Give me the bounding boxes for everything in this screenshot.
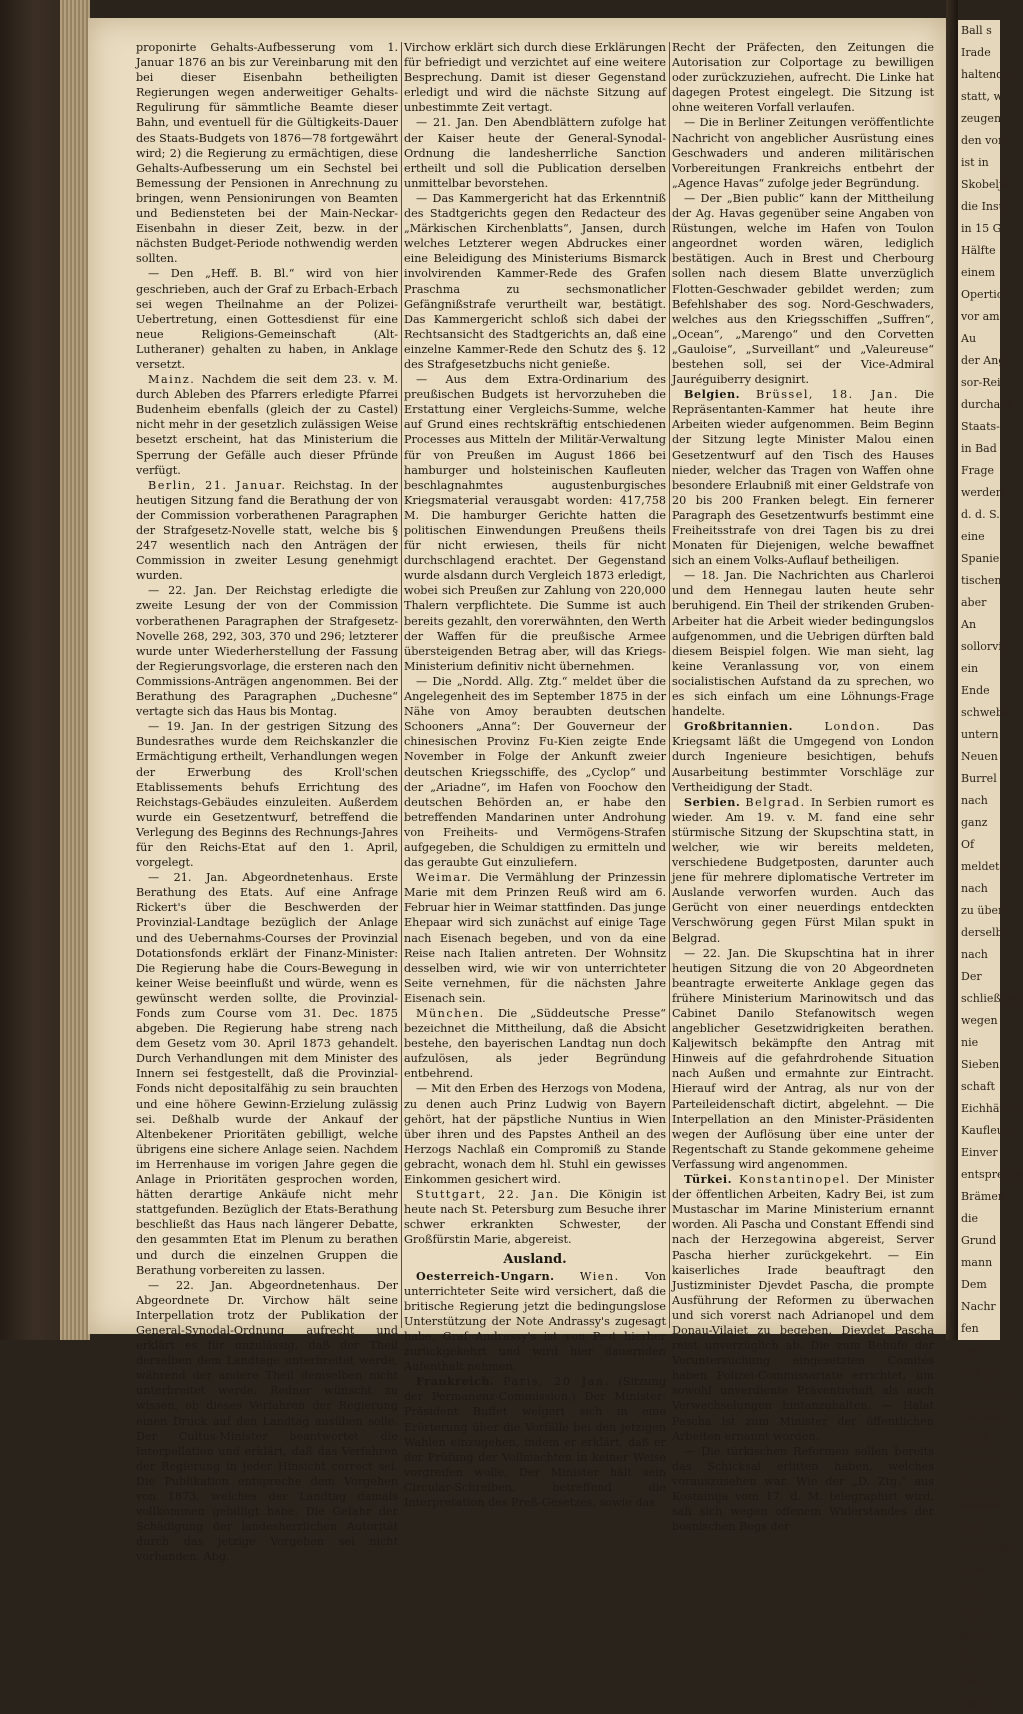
next-page-line: in Bad	[961, 442, 997, 455]
next-page-line: durchaus	[961, 398, 1013, 411]
article-text: — Aus dem Extra-Ordinarium des preußischen Budgets ist hervorzuheben die Erstattung einer Vergleichs-Summe, welche auf Grund eines rechtskräftig entschiedenen Processes aus Mitteln der Militär-Verwaltung für von Preußen im August 1866 bei hamburger und holsteinischen Kaufleuten beschlagnahmtes augustenburgisches Kriegsmaterial verausgabt worden: 417,758 M. Die hamburger Gerichte hatten die politischen Einwendungen Preußens theils für nicht erwiesen, theils für nicht durchschlagend erachtet. Der Gegenstand wurde alsdann durch Vergleich 1873 erledigt, wobei sich Preußen zur Zahlung von 220,000 Thalern verpflichtete. Die Summe ist auch bereits gezahlt, den vorerwähnten, den Werth der Waffen für die preußische Armee übersteigenden Betrag aber, will das Kriegs-Ministerium definitiv nicht übernehmen.	[404, 373, 666, 673]
column-rule	[669, 42, 670, 1328]
dateline: Wien.	[579, 1269, 620, 1283]
article-text: In Serbien rumort es wieder. Am 19. v. M. fand eine sehr stürmische Sitzung der Skupschtina statt, in welcher, wie wir bereits meldeten, verschiedene Budgetposten, darunter auch jene für mehrere diplomatische Vertreter im Auslande verworfen wurden. Auch das Gerücht von einer neuerdings entdeckten Verschwörung gegen Fürst Milan spukt in Belgrad.	[672, 795, 934, 945]
next-page-line: Ben	[961, 1520, 983, 1533]
next-page-line: tischen	[961, 574, 1002, 587]
next-page-line: der Ang	[961, 354, 1006, 367]
article-text: — Die „Nordd. Allg. Ztg.“ meldet über die Angelegenheit des im September 1875 in der Nähe von Amoy beraubten deutschen Schooners „Anna“: Der Gouverneur der chinesischen Provinz Fu-Kien zeigte Ende November in Folge der Ankunft zweier deutschen Kriegsschiffe, des „Cyclop“ und der „Ariadne“, im Hafen von Foochow den deutschen Behörden an, er habe den betreffenden Mandarinen unter Androhung von Freiheits- und Vermögens-Strafen aufgegeben, die Schuldigen zu ermitteln und das geraubte Gut einzuliefern.	[404, 674, 666, 870]
dateline: London.	[824, 720, 882, 734]
next-page-line: stock	[961, 1432, 991, 1445]
article-text: — Die türkischen Reformen sollen bereits das Schicksal erlitten haben, welches vorauszusehen war. Wie der „D. Ztg.“ aus Kostainija vom 17. d. M. telegraphirt wird, sah sich wegen offenem Widerstandes der bosnischen Begs der	[672, 1444, 934, 1534]
article-text: Die Repräsentanten-Kammer hat heute ihre Arbeiten wieder aufgenommen. Beim Beginn der Sitzung legte Minister Malou einen Gesetzentwurf auf den Tisch des Hauses nieder, welcher das Tragen von Waffen ohne besondere Erlaubniß mit einer Geldstrafe von 20 bis 200 Franken belegt. Ein fernerer Paragraph des Gesetzentwurfs bestimmt eine Freiheitsstrafe von drei Tagen bis zu drei Monaten für Diejenigen, welche bewaffnet sich an einem Volks-Auflauf betheiligen.	[672, 388, 934, 568]
next-page-line: mann	[961, 1256, 993, 1269]
next-page-line: ausübe	[961, 1498, 1001, 1511]
next-page-line: Grund	[961, 1234, 997, 1247]
article-text: Virchow erklärt sich durch diese Erklärungen für befriedigt und verzichtet auf eine weitere Besprechung. Damit ist dieser Gegenstand erledigt und wird die nächste Sitzung auf unbestimmte Zeit vertagt.	[404, 41, 666, 115]
next-page-line: Nachr	[961, 1300, 996, 1313]
next-page-line: Au	[961, 332, 977, 345]
article-text: Reichstag. In der heutigen Sitzung fand die Berathung der von der Commission vorberathenen Paragraphen der Strafgesetz-Novelle statt, welche bis § 247 wesentlich nach den Anträgen der Commission in zweiter Lesung genehmigt wurden.	[136, 478, 398, 583]
next-page-line: Spanie	[961, 552, 1000, 565]
column-rule	[401, 42, 402, 1328]
country-heading: Oesterreich-Ungarn.	[416, 1268, 555, 1283]
country-heading: Belgien.	[684, 387, 741, 402]
article-text: Von unterrichteter Seite wird versichert, daß die britische Regierung jetzt die bedingungslose Unterstützung der Note Andrassy's zugesagt habe. Graf Andrassy's ist von Pest hierher zurückgekehrt und wird hier dauernden Aufenthalt nehmen.	[404, 1269, 666, 1374]
article-text: — Das Kammergericht hat das Erkenntniß des Stadtgerichts gegen den Redacteur des „Märkischen Kirchenblatts“, Jansen, durch welches Letzterer wegen Abdruckes einer eine Beleidigung des Ministeriums Bismarck involvirenden Kammer-Rede des Grafen Praschma zu sechsmonatlicher Gefängnißstrafe verurtheilt war, bestätigt. Das Kammergericht schloß sich dabei der Rechtsansicht des Stadtgerichts an, daß eine einzelne Kammer-Rede den Schutz des §. 12 des Strafgesetzbuchs nicht genieße.	[404, 191, 666, 371]
next-page-line: Eichhäuse	[961, 1102, 1019, 1115]
next-page-line: schwebe	[961, 706, 1010, 719]
next-page-line: untern	[961, 728, 999, 741]
next-page-line: Die	[961, 1674, 980, 1687]
article-paragraph	[136, 266, 398, 372]
next-page-line: statt, w	[961, 90, 1003, 103]
next-page-line: schließung	[961, 992, 1022, 1005]
next-page-line: nach	[961, 794, 988, 807]
article-text: Die „Süddeutsche Presse“ bezeichnet die Mittheilung, daß die Absicht bestehe, den bayerischen Landtag nun doch aufzulösen, als jeder Begründung entbehrend.	[404, 1007, 666, 1081]
dateline: Paris, 20 Jan.	[503, 1375, 610, 1389]
country-heading: Serbien.	[684, 794, 741, 809]
article-paragraph	[672, 568, 934, 719]
article-text: Recht der Präfecten, den Zeitungen die Autorisation zur Colportage zu bewilligen oder zurückzuziehen, aufrecht. Die Linke hat dagegen Protest eingelegt. Die Sitzung ist ohne weiteren Vorfall verlaufen.	[672, 41, 934, 115]
section-heading: Ausland.	[503, 1251, 567, 1267]
article-paragraph	[136, 478, 398, 584]
article-text: — Den „Heff. B. Bl.“ wird von hier geschrieben, auch der Graf zu Erbach-Erbach sei wegen Theilnahme an der Polizei-Uebertretung, einen Gottesdienst für eine neue Religions-Gemeinschaft (Alt-Lutheraner) gehalten zu haben, in Anklage versetzt.	[136, 267, 398, 371]
article-paragraph	[672, 191, 934, 387]
article-paragraph	[404, 372, 666, 674]
article-paragraph	[404, 191, 666, 372]
article-text: — Mit den Erben des Herzogs von Modena, zu denen auch Prinz Ludwig von Bayern gehört, hat der päpstliche Nuntius in Wien über ihren und des Papstes Antheil an des Herzogs Nachlaß ein Compromiß zu Stande gebracht, wonach dem hl. Stuhl ein gewisses Einkommen gesichert wird.	[404, 1082, 666, 1187]
article-text: Das Kriegsamt läßt die Umgegend von London durch Ingenieure besichtigen, behufs Ausarbeitung bestimmter Vorschläge zur Vertheidigung der Stadt.	[672, 720, 935, 794]
article-text: — 18. Jan. Die Nachrichten aus Charleroi und dem Hennegau lauten heute sehr beruhigend. Ein Theil der strikenden Gruben-Arbeiter hat die Arbeit wieder bedingungslos aufgenommen, und die Uebrigen dürften bald diesem Beispiel folgen. Wie man sieht, lag keine Veranlassung vor, von einem socialistischen Aufstand da zu sprechen, wo es sich einfach um eine Löhnungs-Frage handelte.	[672, 569, 934, 719]
next-page-line: Of	[961, 838, 975, 851]
next-page-line: Der	[961, 970, 982, 983]
article-paragraph	[404, 115, 666, 190]
article-text: — 22. Jan. Die Skupschtina hat in ihrer heutigen Sitzung die von 20 Abgeordneten beantragte erweiterte Anklage gegen das frühere Ministerium Marinowitsch und das Cabinet Danilo Stefanowitsch wegen angeblicher Gesetzwidrigkeiten berathen. Kaljewitsch bekämpfte den Antrag mit Hinweis auf die gefahrdrohende Situation nach Außen und ermahnte zur Eintracht. Hierauf wird der Antrag, als nur von der Parteileidenschaft dictirt, abgelehnt. — Die Interpellation an den Minister-Präsidenten wegen der Auflösung über eine unter der Regentschaft zu Stande gekommene geheime Verfassung wird angenommen.	[672, 946, 934, 1171]
article-text: — 21. Jan. Den Abendblättern zufolge hat der Kaiser heute der General-Synodal-Ordnung die landesherrliche Sanction ertheilt und soll die Publication derselben unmittelbar bevorstehen.	[404, 116, 666, 190]
next-page-line: wegen	[961, 1014, 998, 1027]
next-page-line: Opertio	[961, 288, 1004, 301]
next-page-line: Kaufleute	[961, 1124, 1015, 1137]
article-paragraph	[672, 1172, 934, 1444]
article-paragraph	[672, 719, 934, 794]
next-page-line: Dezember	[961, 1542, 1018, 1555]
dateline: Berlin, 21. Januar.	[148, 478, 287, 492]
article-paragraph	[672, 946, 934, 1172]
next-page-line: nach	[961, 948, 988, 961]
book-gutter	[946, 0, 958, 1340]
next-page-line: ganz	[961, 816, 988, 829]
next-page-line: vor am	[961, 310, 1000, 323]
next-page-line: 2.9. Ja	[961, 1366, 997, 1379]
article-paragraph	[672, 795, 934, 946]
next-page-line: Rich	[961, 1630, 987, 1643]
article-paragraph	[672, 115, 934, 190]
article-paragraph	[136, 583, 398, 719]
next-page-line: fen	[961, 1322, 979, 1335]
article-paragraph	[672, 1444, 934, 1535]
article-text: Der Minister der öffentlichen Arbeiten, Kadry Bei, ist zum Mustaschar im Marine Ministerium ernannt worden. Ali Pascha und Constant Effendi sind nach der Herzegowina abgereist, Server Pascha hierher zurückgekehrt. — Ein kaiserliches Irade beauftragt den Justizminister Djevdet Pascha, die prompte Ausführung der Reformen zu überwachen und sich vorerst nach Adrianopel und dem Donau-Vilajet zu begeben. Djevdet Pascha reist unverzüglich ab. Die zum Behufe der Voruntersuchung eingesetzten Comités haben Polizei-Commissariate errichtet, um sowohl unverdiente Präventivhaft als auch Verwechselungen hintanzuhalten. — Halat Pascha ist zum Minister der öffentlichen Arbeiten ernannt worden.	[672, 1173, 934, 1443]
dateline: Brüssel, 18. Jan.	[755, 388, 899, 402]
article-paragraph	[136, 719, 398, 870]
next-page-line: sächsisch	[961, 1388, 1015, 1401]
next-page-line: zeugen	[961, 112, 1002, 125]
dateline: Konstantinopel.	[739, 1173, 851, 1187]
article-text: — Die in Berliner Zeitungen veröffentlichte Nachricht von angeblicher Ausrüstung eines Geschwaders und anderen militärischen Vorbereitungen Frankreichs entbehrt der „Agence Havas“ zufolge jeder Begründung.	[672, 116, 934, 190]
next-page-line: Hälfte	[961, 244, 996, 257]
next-page-line: Ende	[961, 684, 990, 697]
article-paragraph	[672, 40, 934, 115]
next-page-line: dem	[961, 1564, 985, 1577]
next-page-line: rigen	[961, 1696, 991, 1709]
article-text: — 21. Jan. Abgeordnetenhaus. Erste Berathung des Etats. Auf eine Anfrage Rickert's über die Beschwerden der Provinzial-Landtage bezüglich der Anlage und des Uebernahms-Courses der Provinzial Dotationsfonds erklärt der Finanz-Minister: Die Regierung habe die Cours-Bewegung in keiner Weise beeinflußt und würde, wenn es gewünscht werden sollte, die Provinzial-Fonds zum Course vom 31. Dec. 1875 abgeben. Die Regierung habe streng nach dem Gesetz vom 30. April 1873 gehandelt. Durch Verhandlungen mit dem Minister des Innern sei festgestellt, daß die Provinzial-Fonds nicht depositalfähig zu sein brauchten und eine höhere Gewinn-Erzielung zulässig sei. Deßhalb wurde der Ankauf der Altenbekener Prioritäten gebilligt, welche übrigens eine sichere Anlage seien. Nachdem im Herrenhause im vorigen Jahre gegen die Anlage in Prioritäten gesprochen worden, hätten derartige Ankäufe nicht mehr stattgefunden. Bezüglich der Etats-Berathung beschließt das Haus nach längerer Debatte, den gesammten Etat im Plenum zu berathen und durch die einzelnen Gruppen die Berathung vorbereiten zu lassen.	[136, 871, 398, 1277]
article-paragraph	[404, 1006, 666, 1081]
article-text: — 19. Jan. In der gestrigen Sitzung des Bundesrathes wurde dem Reichskanzler die Ermächtigung ertheilt, Verhandlungen wegen der Erwerbung des Kroll'schen Etablissements behufs Errichtung des Reichstags-Gebäudes einzuleiten. Außerdem wurde ein Gesetzentwurf, betreffend die Verlegung des Beginns des Rechnungs-Jahres für den Reichs-Etat auf den 1. April, vorgelegt.	[136, 720, 398, 870]
article-paragraph	[136, 870, 398, 1278]
next-page-line: Ball s	[961, 24, 992, 37]
article-paragraph	[404, 1269, 666, 1375]
article-text: proponirte Gehalts-Aufbesserung vom 1. Januar 1876 an bis zur Vereinbarung mit den bei dieser Eisenbahn betheiligten Regierungen wegen anderweitiger Gehalts-Regulirung für sämmtliche Beamte dieser Bahn, und eventuell für die Gültigkeits-Dauer des Staats-Budgets von 1876—78 fortgewährt wird; 2) die Regierung zu ermächtigen, diese Gehalts-Aufbesserung um ein Sechstel bei Bemessung der Pensionen in Anrechnung zu bringen, wenn Pensionirungen von Beamten und Bediensteten bei der Main-Neckar-Eisenbahn in dieser Zeit, bezw. in der nächsten Budget-Periode nothwendig werden sollten.	[136, 41, 398, 266]
next-page-line: An	[961, 618, 977, 631]
next-page-line: schaft	[961, 1080, 995, 1093]
next-page-line: den vor	[961, 134, 1004, 147]
next-page-line: Skobelje	[961, 178, 1009, 191]
next-page-line: sor-Rei	[961, 376, 1001, 389]
next-page-line: Burrel	[961, 772, 997, 785]
next-page-line: die	[961, 1212, 979, 1225]
country-heading: Großbritannien.	[684, 719, 793, 734]
article-paragraph	[136, 1278, 398, 1565]
article-paragraph	[136, 40, 398, 266]
article-text: — 22. Jan. Der Reichstag erledigte die zweite Lesung der von der Commission vorberathenen Paragraphen der Strafgesetz-Novelle 268, 292, 303, 370 und 296; letzterer wurde unter Wiederherstellung der Fassung der Regierungsvorlage, die ersteren nach den Commissions-Anträgen angenommen. Bei der Berathung des Paragraphen „Duchesne“ vertagte sich das Haus bis Montag.	[136, 584, 398, 719]
next-page-line: Ve	[961, 1652, 975, 1665]
next-page-line: meldete	[961, 860, 1006, 873]
next-page-line: die Insu	[961, 200, 1006, 213]
article-text: (Sitzung der Permanenz-Commission.) Der Minister-Präsident Buffet weigert sich in eine Erörterung über die Vorfälle bei den jetzigen Wahlen einzugehen, indem er erklärt, daß er der Prüfung der Vollmachten in keiner Weise vorgreifen wolle. Der Minister hält sein Circular-Schreiben, betreffend die Interpretation des Preß-Gesetzes, sowie das	[404, 1375, 667, 1509]
next-page-line: nie	[961, 1036, 979, 1049]
column-3	[672, 40, 935, 1534]
next-page-line: d. d. S.	[961, 508, 1000, 521]
dateline: Belgrad.	[745, 795, 806, 809]
article-text: Die Vermählung der Prinzessin Marie mit dem Prinzen Reuß wird am 6. Februar hier in Weimar stattfinden. Das junge Ehepaar wird sich zunächst auf einige Tage nach Eisenach begeben, und von da eine Reise nach Italien antreten. Der Wohnsitz desselben wird, wie wir von unterrichteter Seite vernehmen, für die nächsten Jahre Eisenach sein.	[404, 871, 666, 1005]
article-text: — 22. Jan. Abgeordnetenhaus. Der Abgeordnete Dr. Virchow hält seine Interpellation trotz der Publikation der General-Synodal-Ordnung aufrecht und erklärt es für unzulässig, daß der Theil derselben dem Landtage unterbreitet werde, während der andere Theil demselben nicht unterbreitet werde. Redner wünscht zu wissen, ob dieses Verfahren der Regierung einen Druck auf den Landtag ausüben solle. Der Cultus-Minister beantwortet die Interpellation und erklärt, daß das Verfahren der Regierung in jeder Hinsicht correct sei. Die Publikation entspreche dem Vorgehen von 1873, welches der Landtag damals vollkommen gebilligt habe. Die Gefahr der Schädigung der landesherrlichen Autorität durch das jetzige Vorgehen sei nicht vorhanden. Abg.	[136, 1278, 398, 1564]
next-page-line: Irade	[961, 46, 991, 59]
article-paragraph	[404, 1081, 666, 1187]
next-page-line: sollorvis	[961, 640, 1008, 653]
next-page-line: Gläubig	[961, 1410, 1005, 1423]
next-page-line: Fre	[961, 1608, 981, 1621]
article-paragraph	[404, 870, 666, 1006]
next-page-line: ist in	[961, 156, 989, 169]
next-page-line: eine	[961, 530, 985, 543]
country-heading: Frankreich.	[416, 1374, 495, 1389]
article-paragraph	[672, 387, 934, 568]
article-paragraph	[404, 1374, 666, 1510]
next-page-line: entspreche	[961, 1168, 1023, 1181]
dateline: Mainz.	[148, 373, 196, 387]
next-page-line: nach	[961, 882, 988, 895]
article-paragraph	[404, 674, 666, 870]
next-page-line: Frage	[961, 464, 994, 477]
dateline: Weimar.	[416, 871, 473, 885]
next-page-line: Dem	[961, 1278, 987, 1291]
next-page-line: Einver	[961, 1146, 998, 1159]
next-page-line: aber	[961, 596, 987, 609]
next-page-line: Neuen	[961, 750, 998, 763]
dateline: München.	[416, 1007, 485, 1020]
dateline: Stuttgart, 22. Jan.	[416, 1188, 560, 1202]
article-paragraph	[404, 1187, 666, 1247]
article-text: Nachdem die seit dem 23. v. M. durch Ableben des Pfarrers erledigte Pfarrei Budenheim ebenfalls (gleich der zu Castel) nicht mehr in der gesetzlich zulässigen Weise besetzt erscheint, hat das Ministerium die Sperrung der Gefälle auch dieser Pfründe verfügt.	[136, 373, 398, 477]
article-text: Die Königin ist heute nach St. Petersburg zum Besuche ihrer schwer erkrankten Schwester, der Großfürstin Marie, abgereist.	[404, 1188, 666, 1247]
article-paragraph	[136, 372, 398, 478]
next-page-line: Vekan	[961, 1476, 995, 1489]
column-2	[404, 40, 667, 1509]
next-page-line: Brämen	[961, 1190, 1005, 1203]
article-paragraph	[404, 40, 666, 115]
next-page-line: zu über	[961, 904, 1004, 917]
next-page-line: Staats-	[961, 420, 1000, 433]
next-page-line: Einrich	[961, 1454, 1002, 1467]
next-page-line: in 15 G	[961, 222, 1002, 235]
next-page-line: Def	[961, 1344, 981, 1357]
next-page-line: derselbe	[961, 926, 1010, 939]
next-page-line: ein	[961, 662, 979, 675]
column-1	[136, 40, 398, 1564]
country-heading: Türkei.	[684, 1172, 733, 1187]
next-page-line: werden	[961, 486, 1003, 499]
next-page-line: Sieben	[961, 1058, 1000, 1071]
page-edges	[60, 0, 90, 1340]
next-page-fragment	[958, 20, 1023, 1709]
article-text: — Der „Bien public“ kann der Mittheilung der Ag. Havas gegenüber seine Angaben von Rüstungen, welche im Hafen von Toulon angeordnet worden wären, lediglich bestätigen. Auch in Brest und Cherbourg sollen nach diesem Blatte unverzüglich Flotten-Geschwader gebildet werden; zum Befehlshaber des sog. Nord-Geschwaders, welches aus den Kriegsschiffen „Suffren“, „Ocean“, „Marengo“ und den Corvetten „Gauloise“, „Surveillant“ und „Valeureuse“ bestehen soll, sei der Vice-Admiral Jauréguiberry designirt.	[672, 191, 934, 387]
next-page-line: einem	[961, 266, 996, 279]
next-page-line: haltende	[961, 68, 1010, 81]
newspaper-page	[88, 18, 946, 1564]
next-page-line: Sin	[961, 1586, 980, 1599]
